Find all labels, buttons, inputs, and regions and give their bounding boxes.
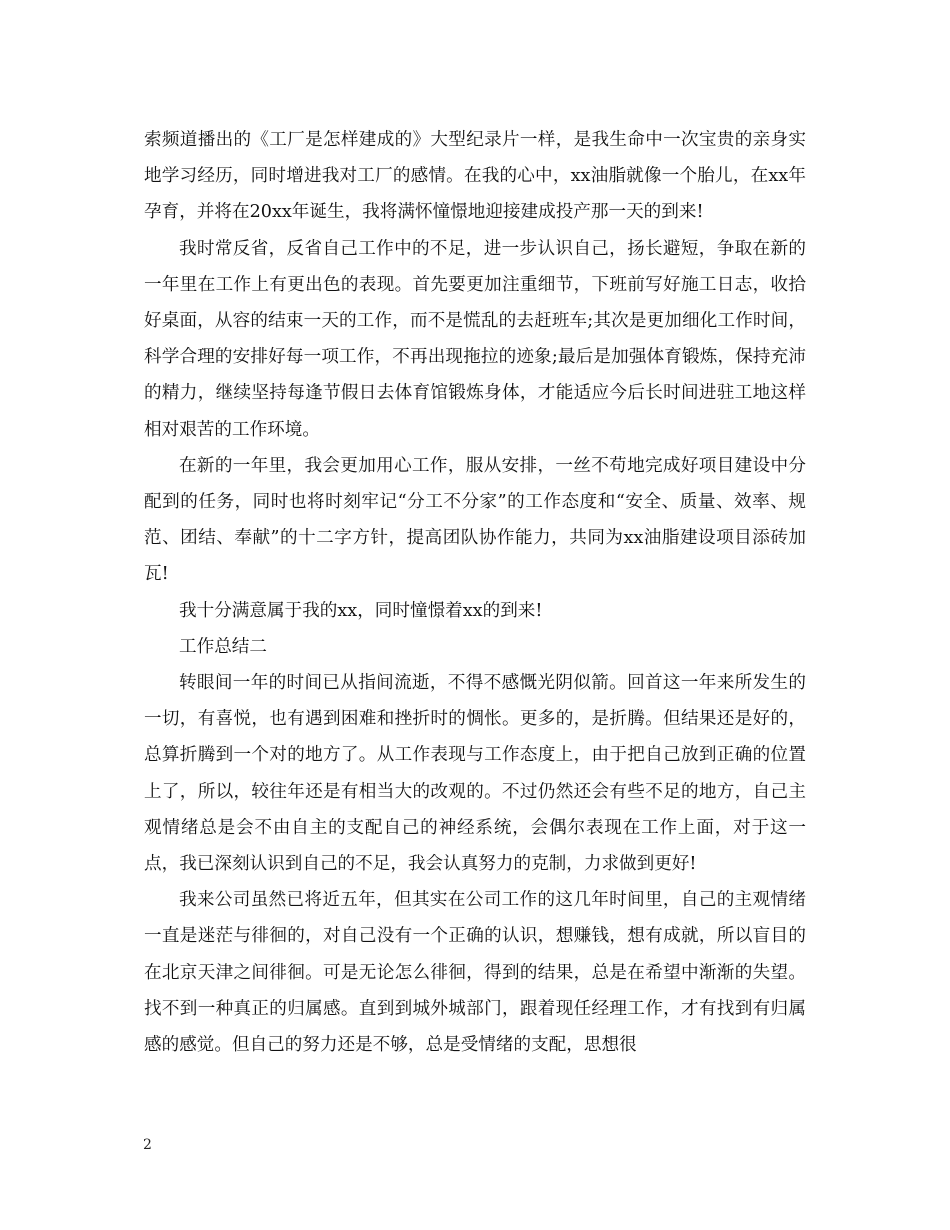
paragraph-4: 我十分满意属于我的xx，同时憧憬着xx的到来! xyxy=(179,600,543,621)
paragraph-3: 在新的一年里，我会更加用心工作，服从安排，一丝不苟地完成好项目建设中分配到的任务，同时也将时刻牢记“分工不分家”的工作态度和“安全、质量、效率、规范、团结、奉献”的十二字方针，提高团队协作能力，共同为xx油脂建设项目添砖加瓦! xyxy=(144,455,806,585)
paragraph-5: 转眼间一年的时间已从指间流逝，不得不感慨光阴似箭。回首这一年来所发生的一切，有喜悦，也有遇到困难和挫折时的惆怅。更多的，是折腾。但结果还是好的，总算折腾到一个对的地方了。从工作表现与工作态度上，由于把自己放到正确的位置上了，所以，较往年还是有相当大的改观的。不过仍然还会有些不足的地方，自己主观情绪总是会不由自主的支配自己的神经系统，会偶尔表现在工作上面，对于这一点，我已深刻认识到自己的不足，我会认真努力的克制，力求做到更好! xyxy=(144,673,806,875)
paragraph-1: 索频道播出的《工厂是怎样建成的》大型纪录片一样，是我生命中一次宝贵的亲身实地学习经历，同时增进我对工厂的感情。在我的心中，xx油脂就像一个胎儿，在xx年孕育，并将在20xx年诞生，我将满怀憧憬地迎接建成投产那一天的到来! xyxy=(144,130,806,223)
paragraph-2: 我时常反省，反省自己工作中的不足，进一步认识自己，扬长避短，争取在新的一年里在工作上有更出色的表现。首先要更加注重细节，下班前写好施工日志，收拾好桌面，从容的结束一天的工作，而不是慌乱的去赶班车;其次是更加细化工作时间，科学合理的安排好每一项工作，不再出现拖拉的迹象;最后是加强体育锻炼，保持充沛的精力，继续坚持每逢节假日去体育馆锻炼身体，才能适应今后长时间进驻工地这样相对艰苦的工作环境。 xyxy=(144,238,806,440)
section-heading: 工作总结二 xyxy=(179,636,267,657)
page-number: 2 xyxy=(143,1137,152,1153)
document-body xyxy=(144,122,806,1063)
paragraph-6: 我来公司虽然已将近五年，但其实在公司工作的这几年时间里，自己的主观情绪一直是迷茫与徘徊的，对自己没有一个正确的认识，想赚钱，想有成就，所以盲目的在北京天津之间徘徊。可是无论怎么徘徊，得到的结果，总是在希望中渐渐的失望。找不到一种真正的归属感。直到到城外城部门，跟着现任经理工作，才有找到有归属感的感觉。但自己的努力还是不够，总是受情绪的支配，思想很 xyxy=(144,890,806,1056)
